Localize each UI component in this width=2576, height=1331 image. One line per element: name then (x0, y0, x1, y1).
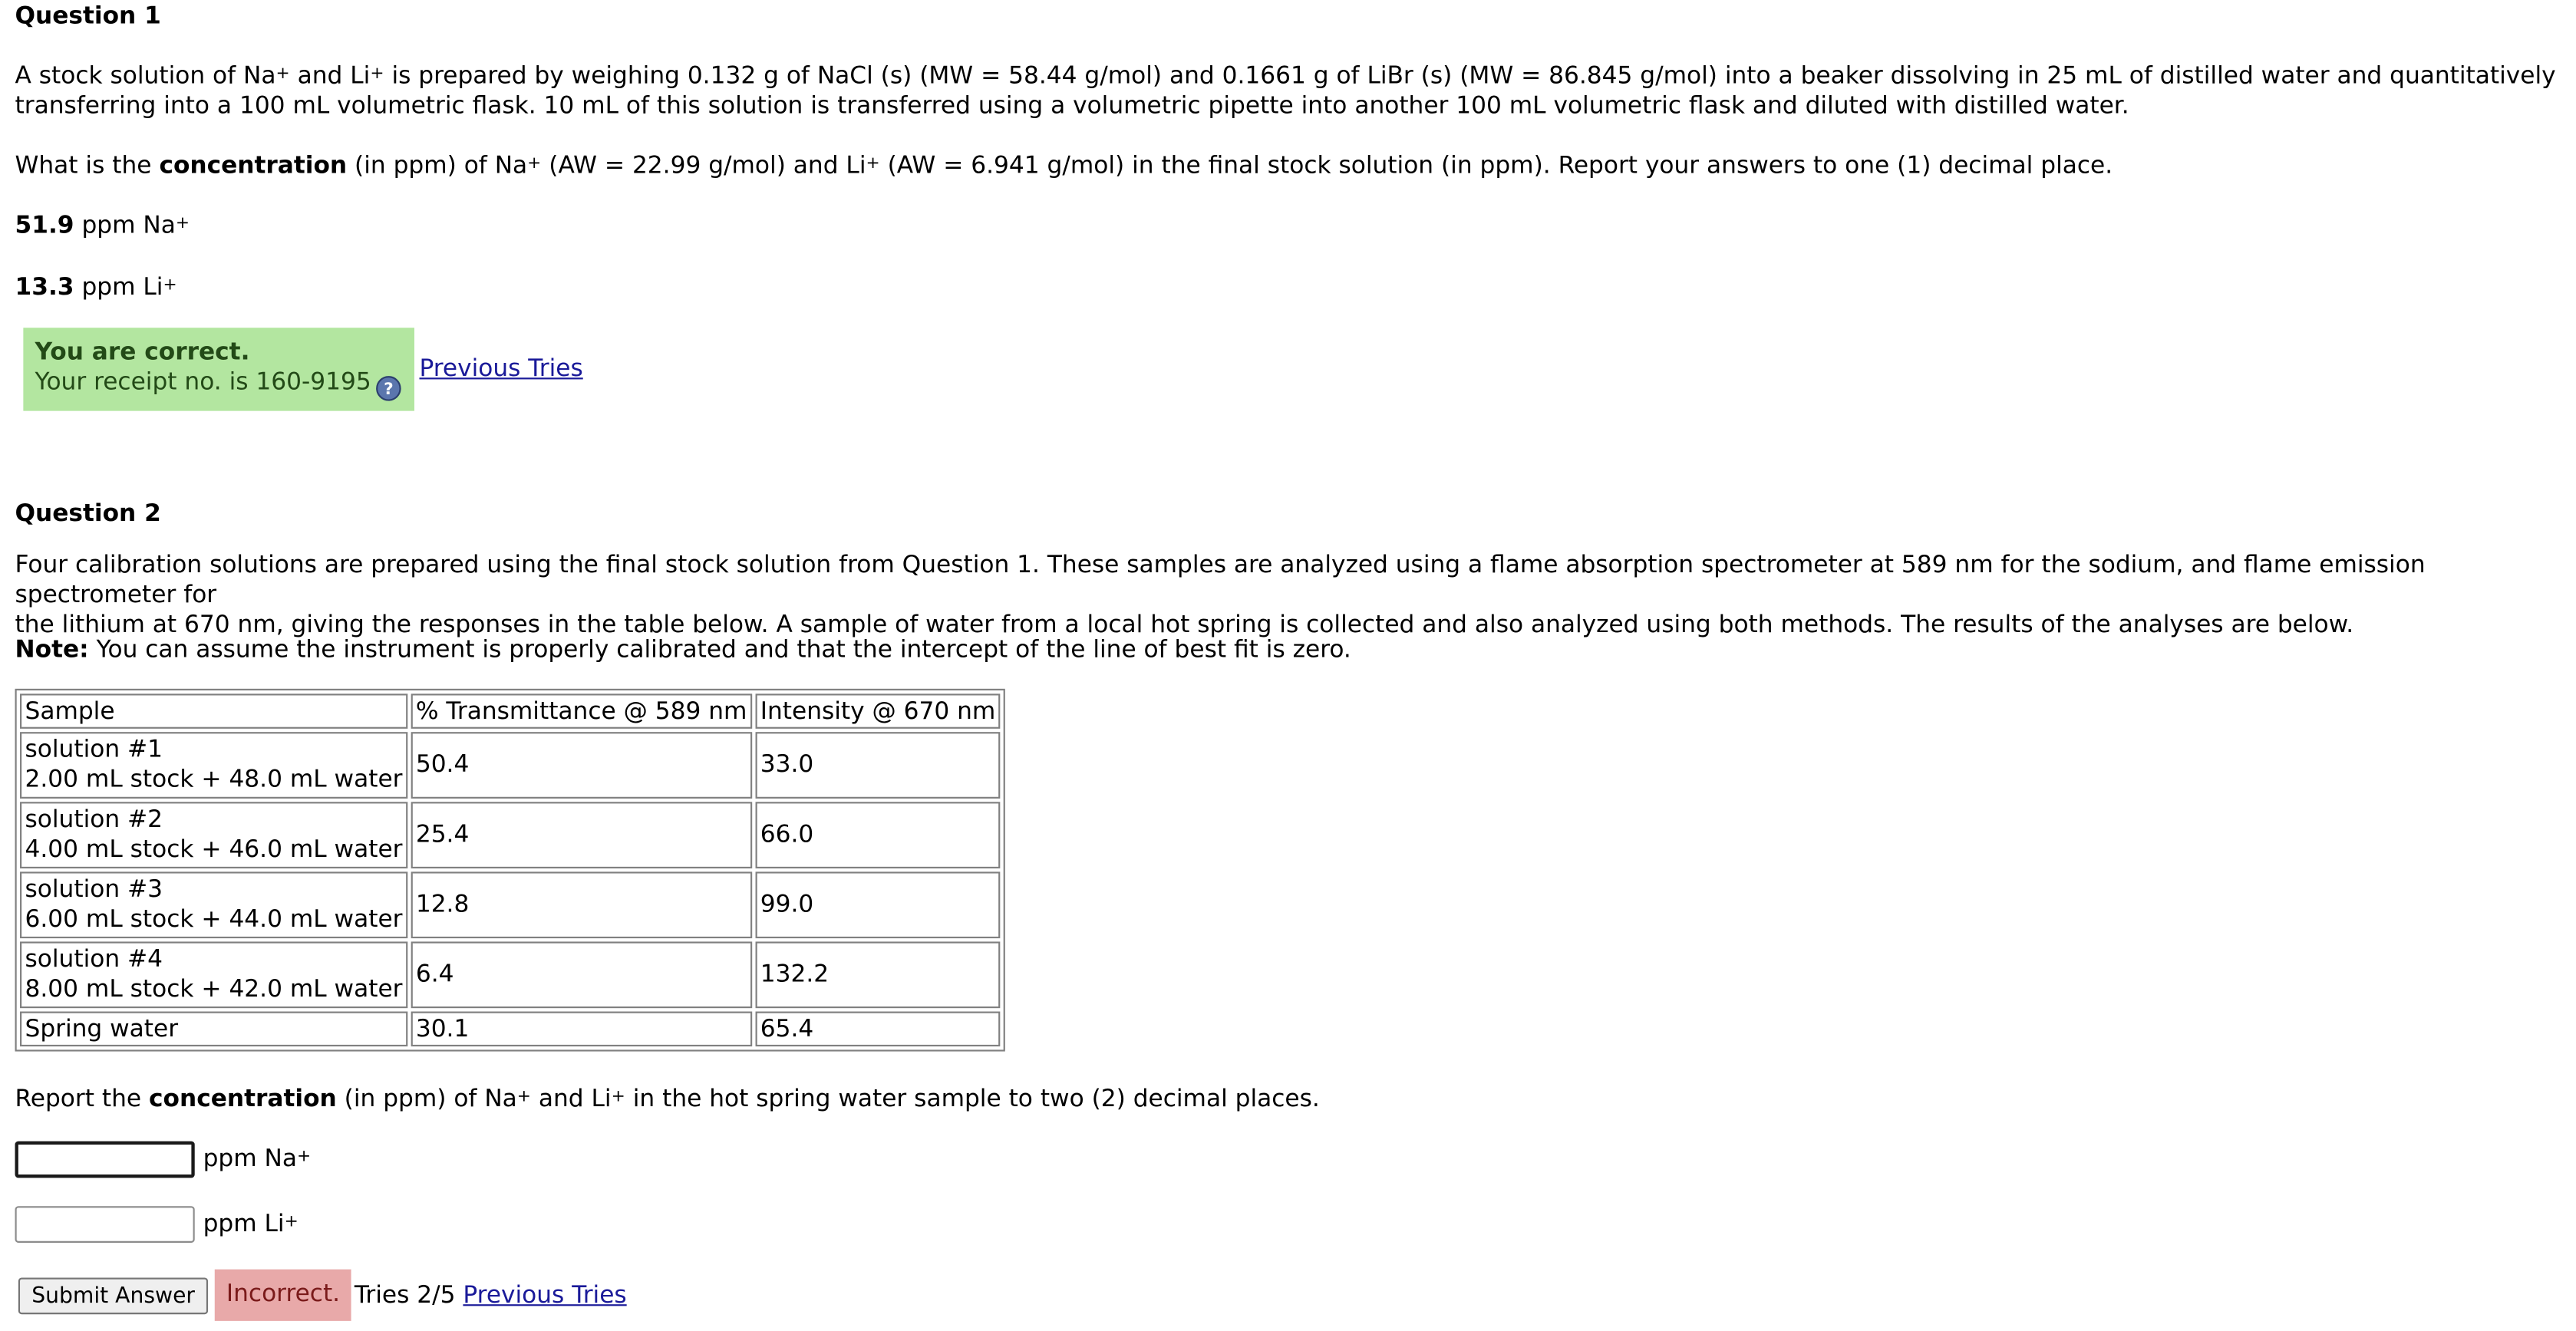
q2-report-part: in the hot spring water sample to two (2) decimal places. (625, 1086, 1320, 1113)
superscript-plus: + (866, 154, 880, 173)
table-row (20, 941, 1001, 1008)
intensity-cell: 65.4 (755, 1012, 1001, 1047)
sample-name: solution #1 (25, 736, 163, 764)
table-header-row (20, 694, 1001, 729)
superscript-plus: + (275, 64, 290, 84)
superscript-plus: + (284, 1212, 298, 1231)
superscript-plus: + (163, 275, 177, 295)
table-row (20, 1012, 1001, 1047)
q1-answer-li (15, 273, 177, 303)
receipt-text: Your receipt no. is 160-9195 (35, 369, 371, 397)
sample-name: solution #4 (25, 946, 163, 974)
sample-cell (20, 941, 407, 1008)
q1-prompt-part: What is the (15, 153, 160, 180)
q1-text-part: A stock solution of Na (15, 63, 276, 91)
q1-text-part: is prepared by weighing 0.132 g of NaCl (s) (MW = 58.44 g/mol) and 0.1661 g of LiBr (s) (MW = 86.845 g/mol) into a beaker dissolving in 25 mL of distilled water and quantitatively (384, 63, 2556, 91)
answer-unit: ppm Na (74, 212, 176, 240)
q2-report-part: and Li (530, 1086, 612, 1113)
transmittance-cell: 12.8 (411, 871, 752, 938)
sample-detail: 6.00 mL stock + 44.0 mL water (25, 906, 403, 934)
question-1-title: Question 1 (15, 3, 161, 31)
question-1-paragraph-1 (15, 61, 2576, 121)
intensity-cell: 33.0 (755, 732, 1001, 799)
calibration-table (15, 689, 1006, 1052)
transmittance-cell: 50.4 (411, 732, 752, 799)
superscript-plus: + (175, 214, 190, 233)
answer-value: 51.9 (15, 212, 74, 240)
transmittance-cell: 6.4 (411, 941, 752, 1008)
intensity-cell: 66.0 (755, 802, 1001, 868)
table-row (20, 732, 1001, 799)
q1-prompt-part: (AW = 22.99 g/mol) and Li (541, 153, 866, 180)
q2-text-part: Four calibration solutions are prepared using the final stock solution from Question 1. These samples are analyzed using a flame absorption spectrometer at 589 nm for the sodium, and flame emission spectrometer for (15, 552, 2426, 609)
answer-unit: ppm Li (74, 274, 163, 301)
table-header-cell: Sample (20, 694, 407, 729)
tries-count: Tries 2/5 (354, 1282, 463, 1310)
transmittance-cell: 30.1 (411, 1012, 752, 1047)
tries-status (355, 1281, 627, 1311)
correct-message: You are correct. (35, 339, 250, 367)
superscript-plus: + (527, 154, 542, 173)
na-answer-input[interactable] (15, 1142, 195, 1178)
li-unit-label (203, 1210, 298, 1240)
q1-prompt-part: (in ppm) of Na (347, 153, 528, 180)
correct-feedback-box (23, 328, 414, 410)
sample-detail: 8.00 mL stock + 42.0 mL water (25, 976, 403, 1003)
question-2-note (15, 635, 1351, 665)
question-1-prompt (15, 151, 2113, 181)
transmittance-cell: 25.4 (411, 802, 752, 868)
q1-answer-na (15, 211, 190, 241)
question-2-paragraph-1 (15, 551, 2576, 641)
note-label: Note: (15, 637, 89, 664)
q1-previous-tries-link[interactable]: Previous Tries (419, 356, 583, 383)
na-unit-label (203, 1145, 312, 1175)
sample-name: solution #3 (25, 876, 163, 904)
question-2-report-prompt (15, 1085, 1320, 1115)
q2-report-part: (in ppm) of Na (336, 1086, 517, 1113)
receipt-line (35, 367, 403, 400)
unit-text: ppm Na (203, 1146, 297, 1173)
note-text: You can assume the instrument is properly calibrated and that the intercept of the line of best fit is zero. (88, 637, 1351, 664)
sample-detail: 2.00 mL stock + 48.0 mL water (25, 766, 403, 794)
sample-detail: 4.00 mL stock + 46.0 mL water (25, 836, 403, 864)
q2-text-part: the lithium at 670 nm, giving the responses in the table below. A sample of water from a local hot spring is collected and also analyzed using both methods. The results of the analyses are below. (15, 612, 2354, 639)
table-row (20, 871, 1001, 938)
superscript-plus: + (516, 1088, 531, 1107)
q2-report-bold: concentration (149, 1086, 337, 1113)
sample-name: solution #2 (25, 806, 163, 834)
answer-value: 13.3 (15, 274, 74, 301)
help-icon[interactable]: ? (376, 376, 401, 401)
sample-cell (20, 732, 407, 799)
unit-text: ppm Li (203, 1211, 285, 1238)
q1-prompt-part: (AW = 6.941 g/mol) in the final stock solution (in ppm). Report your answers to one (1) decimal place. (879, 153, 2113, 180)
submit-answer-button[interactable]: Submit Answer (18, 1277, 209, 1314)
intensity-cell: 132.2 (755, 941, 1001, 1008)
q2-report-part: Report the (15, 1086, 150, 1113)
li-answer-input[interactable] (15, 1206, 195, 1243)
superscript-plus: + (370, 64, 384, 84)
table-row (20, 802, 1001, 868)
sample-cell (20, 871, 407, 938)
question-2-title: Question 2 (15, 500, 161, 528)
sample-cell: Spring water (20, 1012, 407, 1047)
sample-cell (20, 802, 407, 868)
table-header-cell: % Transmittance @ 589 nm (411, 694, 752, 729)
q2-previous-tries-link[interactable]: Previous Tries (463, 1282, 627, 1310)
intensity-cell: 99.0 (755, 871, 1001, 938)
superscript-plus: + (611, 1088, 625, 1107)
q1-text-part: and Li (289, 63, 371, 91)
incorrect-feedback-badge: Incorrect. (215, 1270, 352, 1321)
superscript-plus: + (296, 1148, 312, 1167)
table-header-cell: Intensity @ 670 nm (755, 694, 1001, 729)
q1-prompt-bold: concentration (159, 153, 348, 180)
q1-text-part: transferring into a 100 mL volumetric flask. 10 mL of this solution is transferred using a volumetric pipette into another 100 mL volumetric flask and diluted with distilled water. (15, 93, 2129, 120)
